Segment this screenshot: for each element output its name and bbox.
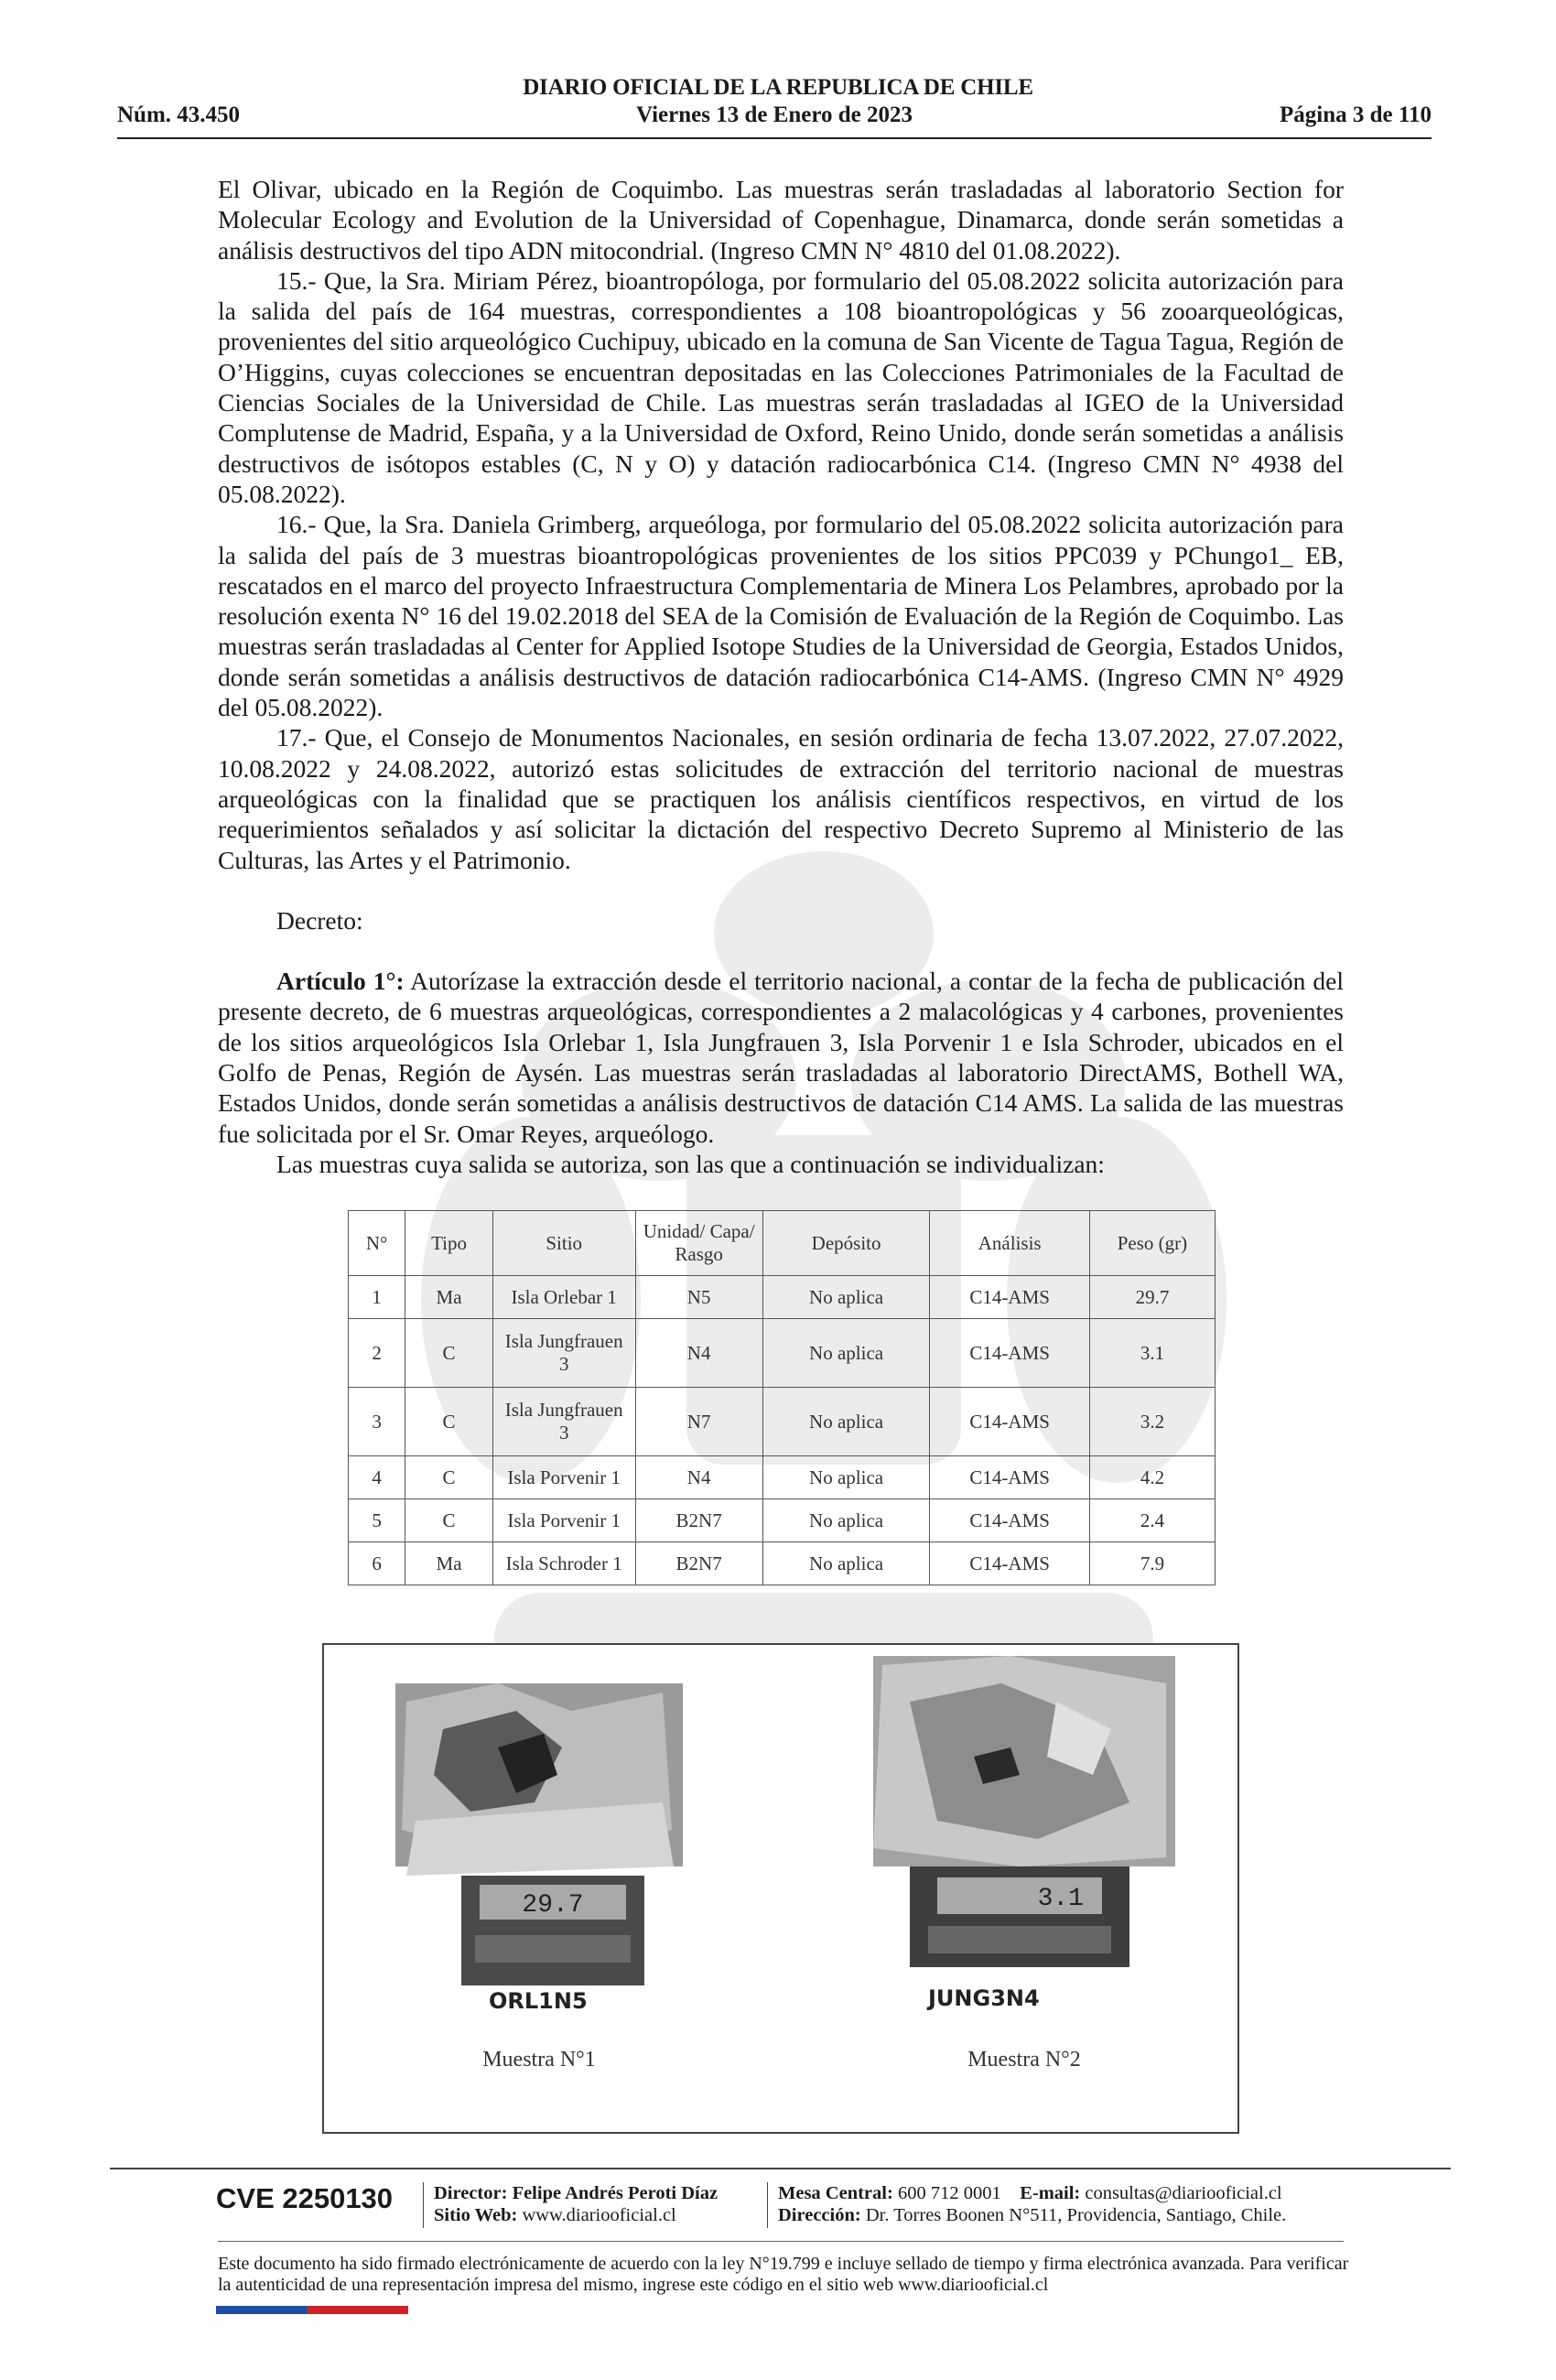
- cell-tipo: Ma: [405, 1542, 493, 1585]
- cell-tipo: C: [405, 1388, 493, 1456]
- cell-sitio: Isla Jungfrauen 3: [492, 1319, 635, 1388]
- cell-num: 5: [349, 1499, 405, 1542]
- cell-sitio: Isla Orlebar 1: [492, 1276, 635, 1319]
- cell-sitio: Isla Porvenir 1: [492, 1499, 635, 1542]
- cell-unidad: N5: [635, 1276, 762, 1319]
- cell-tipo: C: [405, 1319, 493, 1388]
- footer-contact-block: [778, 2182, 1286, 2226]
- cell-peso: 29.7: [1089, 1276, 1215, 1319]
- phone-number: 600 712 0001: [897, 2183, 1001, 2203]
- website-label: Sitio Web:: [434, 2205, 518, 2225]
- col-header-unidad: Unidad/ Capa/ Rasgo: [635, 1211, 762, 1276]
- cell-tipo: Ma: [405, 1276, 493, 1319]
- col-header-peso: Peso (gr): [1089, 1211, 1215, 1276]
- cell-deposito: No aplica: [762, 1319, 930, 1388]
- table-row: [349, 1388, 1216, 1456]
- footer-divider-thin: [218, 2241, 1344, 2242]
- document-body: [218, 174, 1344, 1179]
- sample-1-label: ORL1N5: [489, 1988, 588, 2014]
- cell-peso: 7.9: [1089, 1542, 1215, 1585]
- cell-tipo: C: [405, 1499, 493, 1542]
- signature-notice: Este documento ha sido firmado electrónicamente de acuerdo con la ley N°19.799 e incluye sellado de tiempo y firma electrónica avanzada. Para verificar la autenticidad de una representación impresa del mismo, ingrese este código en el sitio web www.diariooficial.cl: [218, 2254, 1349, 2295]
- sample-1-photo: [388, 1647, 690, 2031]
- cell-unidad: B2N7: [635, 1499, 762, 1542]
- cell-sitio: Isla Porvenir 1: [492, 1456, 635, 1499]
- issue-date: Viernes 13 de Enero de 2023: [635, 103, 913, 127]
- cell-unidad: N4: [635, 1319, 762, 1388]
- cell-analisis: C14-AMS: [930, 1499, 1089, 1542]
- cell-peso: 2.4: [1089, 1499, 1215, 1542]
- col-header-sitio: Sitio: [492, 1211, 635, 1276]
- cell-sitio: Isla Schroder 1: [492, 1542, 635, 1585]
- col-header-num: N°: [349, 1211, 405, 1276]
- cell-unidad: B2N7: [635, 1542, 762, 1585]
- cell-analisis: C14-AMS: [930, 1388, 1089, 1456]
- table-row: [349, 1276, 1216, 1319]
- paragraph-16: 16.- Que, la Sra. Daniela Grimberg, arqueóloga, por formulario del 05.08.2022 solicita autorización para la salida del país de 3 muestras bioantropológicas provenientes de los sitios PPC039 y PChungo1_ EB, rescatados en el marco del proyecto Infraestructura Complementaria de Minera Los Pelambres, aprobado por la resolución exenta N° 16 del 19.02.2018 del SEA de la Comisión de Evaluación de la Región de Coquimbo. Las muestras serán trasladadas al Center for Applied Isotope Studies de la Universidad de Georgia, Estados Unidos, donde serán sometidas a análisis destructivos de datación radiocarbónica C14-AMS. (Ingreso CMN N° 4929 del 05.08.2022).: [218, 510, 1344, 722]
- cell-deposito: No aplica: [762, 1542, 930, 1585]
- footer-divider: [110, 2168, 1451, 2169]
- newspaper-title: DIARIO OFICIAL DE LA REPUBLICA DE CHILE: [523, 75, 1033, 100]
- director-label: Director:: [434, 2183, 508, 2203]
- address-text: Dr. Torres Boonen N°511, Providencia, Santiago, Chile.: [865, 2205, 1287, 2225]
- email-label: E-mail:: [1020, 2183, 1081, 2203]
- paragraph-continued: El Olivar, ubicado en la Región de Coquimbo. Las muestras serán trasladadas al laboratorio Section for Molecular Ecology and Evolution de la Universidad of Copenhague, Dinamarca, donde serán sometidas a análisis destructivos del tipo ADN mitocondrial. (Ingreso CMN N° 4810 del 01.08.2022).: [218, 175, 1344, 265]
- email-link[interactable]: consultas@diariooficial.cl: [1085, 2183, 1282, 2203]
- cell-num: 2: [349, 1319, 405, 1388]
- cell-num: 1: [349, 1276, 405, 1319]
- cell-sitio: Isla Jungfrauen 3: [492, 1388, 635, 1456]
- paragraph-17: 17.- Que, el Consejo de Monumentos Nacionales, en sesión ordinaria de fecha 13.07.2022, 27.07.2022, 10.08.2022 y 24.08.2022, autorizó estas solicitudes de extracción del territorio nacional de muestras arqueológicas con la finalidad que se practiquen los análisis científicos respectivos, en virtud de los requerimientos señalados y así solicitar la dictación del respectivo Decreto Supremo al Ministerio de las Culturas, las Artes y el Patrimonio.: [218, 723, 1344, 874]
- cell-num: 6: [349, 1542, 405, 1585]
- sample-2-caption: Muestra N°2: [967, 2048, 1081, 2072]
- sample-photos-panel: [322, 1643, 1239, 2134]
- website-link[interactable]: www.diariooficial.cl: [522, 2205, 676, 2225]
- cell-num: 3: [349, 1388, 405, 1456]
- cve-code: CVE 2250130: [216, 2182, 394, 2214]
- table-row: [349, 1542, 1216, 1585]
- cell-deposito: No aplica: [762, 1499, 930, 1542]
- article-1: [218, 966, 1344, 1149]
- cell-peso: 4.2: [1089, 1456, 1215, 1499]
- table-row: [349, 1319, 1216, 1388]
- cell-deposito: No aplica: [762, 1388, 930, 1456]
- cell-analisis: C14-AMS: [930, 1319, 1089, 1388]
- cell-tipo: C: [405, 1456, 493, 1499]
- table-row: [349, 1499, 1216, 1542]
- sample-2-scale-reading: 3.1: [1037, 1885, 1084, 1913]
- samples-table: [348, 1210, 1216, 1585]
- samples-intro: Las muestras cuya salida se autoriza, son las que a continuación se individualizan:: [276, 1149, 1105, 1178]
- page-indicator: Página 3 de 110: [1280, 103, 1432, 127]
- cell-num: 4: [349, 1456, 405, 1499]
- col-header-analisis: Análisis: [930, 1211, 1089, 1276]
- footer-separator: [767, 2182, 768, 2228]
- cell-peso: 3.1: [1089, 1319, 1215, 1388]
- header-row: [117, 103, 1432, 135]
- address-label: Dirección:: [778, 2205, 861, 2225]
- col-header-deposito: Depósito: [762, 1211, 930, 1276]
- footer-director-block: [434, 2182, 718, 2226]
- cell-unidad: N7: [635, 1388, 762, 1456]
- director-name: Felipe Andrés Peroti Díaz: [512, 2183, 719, 2203]
- issue-number: Núm. 43.450: [117, 103, 241, 127]
- cell-unidad: N4: [635, 1456, 762, 1499]
- col-header-tipo: Tipo: [405, 1211, 493, 1276]
- phone-label: Mesa Central:: [778, 2183, 893, 2203]
- table-row: [349, 1456, 1216, 1499]
- decreto-heading: Decreto:: [276, 905, 363, 935]
- sample-2-photo: [873, 1647, 1175, 2031]
- header-divider: [117, 137, 1432, 139]
- cell-analisis: C14-AMS: [930, 1456, 1089, 1499]
- cell-peso: 3.2: [1089, 1388, 1215, 1456]
- table-header-row: [349, 1211, 1216, 1276]
- sample-2-label: JUNG3N4: [928, 1985, 1040, 2011]
- article-1-text: Autorízase la extracción desde el territorio nacional, a contar de la fecha de publicación del presente decreto, de 6 muestras arqueológicas, correspondientes a 2 malacológicas y 4 carbones, provenientes de los sitios arqueológicos Isla Orlebar 1, Isla Jungfrauen 3, Isla Porvenir 1 e Isla Schroder, ubicados en el Golfo de Penas, Región de Aysén. Las muestras serán trasladadas al laboratorio DirectAMS, Bothell WA, Estados Unidos, donde serán sometidas a análisis destructivos de datación C14 AMS. La salida de las muestras fue solicitada por el Sr. Omar Reyes, arqueólogo.: [218, 967, 1344, 1148]
- sample-1-scale-reading: 29.7: [522, 1891, 584, 1920]
- cell-deposito: No aplica: [762, 1276, 930, 1319]
- footer-separator: [423, 2182, 424, 2228]
- cell-deposito: No aplica: [762, 1456, 930, 1499]
- cell-analisis: C14-AMS: [930, 1542, 1089, 1585]
- cell-analisis: C14-AMS: [930, 1276, 1089, 1319]
- paragraph-15: 15.- Que, la Sra. Miriam Pérez, bioantropóloga, por formulario del 05.08.2022 solicita autorización para la salida del país de 164 muestras, correspondientes a 108 bioantropológicas y 56 zooarqueológicas, provenientes del sitio arqueológico Cuchipuy, ubicado en la comuna de San Vicente de Tagua Tagua, Región de O’Higgins, cuyas colecciones se encuentran depositadas en las Colecciones Patrimoniales de la Facultad de Ciencias Sociales de la Universidad de Chile. Las muestras serán trasladadas al IGEO de la Universidad Complutense de Madrid, España, y a la Universidad de Oxford, Reino Unido, donde serán sometidas a análisis destructivos de isótopos estables (C, N y O) y datación radiocarbónica C14. (Ingreso CMN N° 4938 del 05.08.2022).: [218, 265, 1344, 508]
- chile-flag-bar: [216, 2306, 408, 2314]
- article-1-label: Artículo 1°:: [276, 967, 405, 996]
- sample-1-caption: Muestra N°1: [482, 2048, 596, 2072]
